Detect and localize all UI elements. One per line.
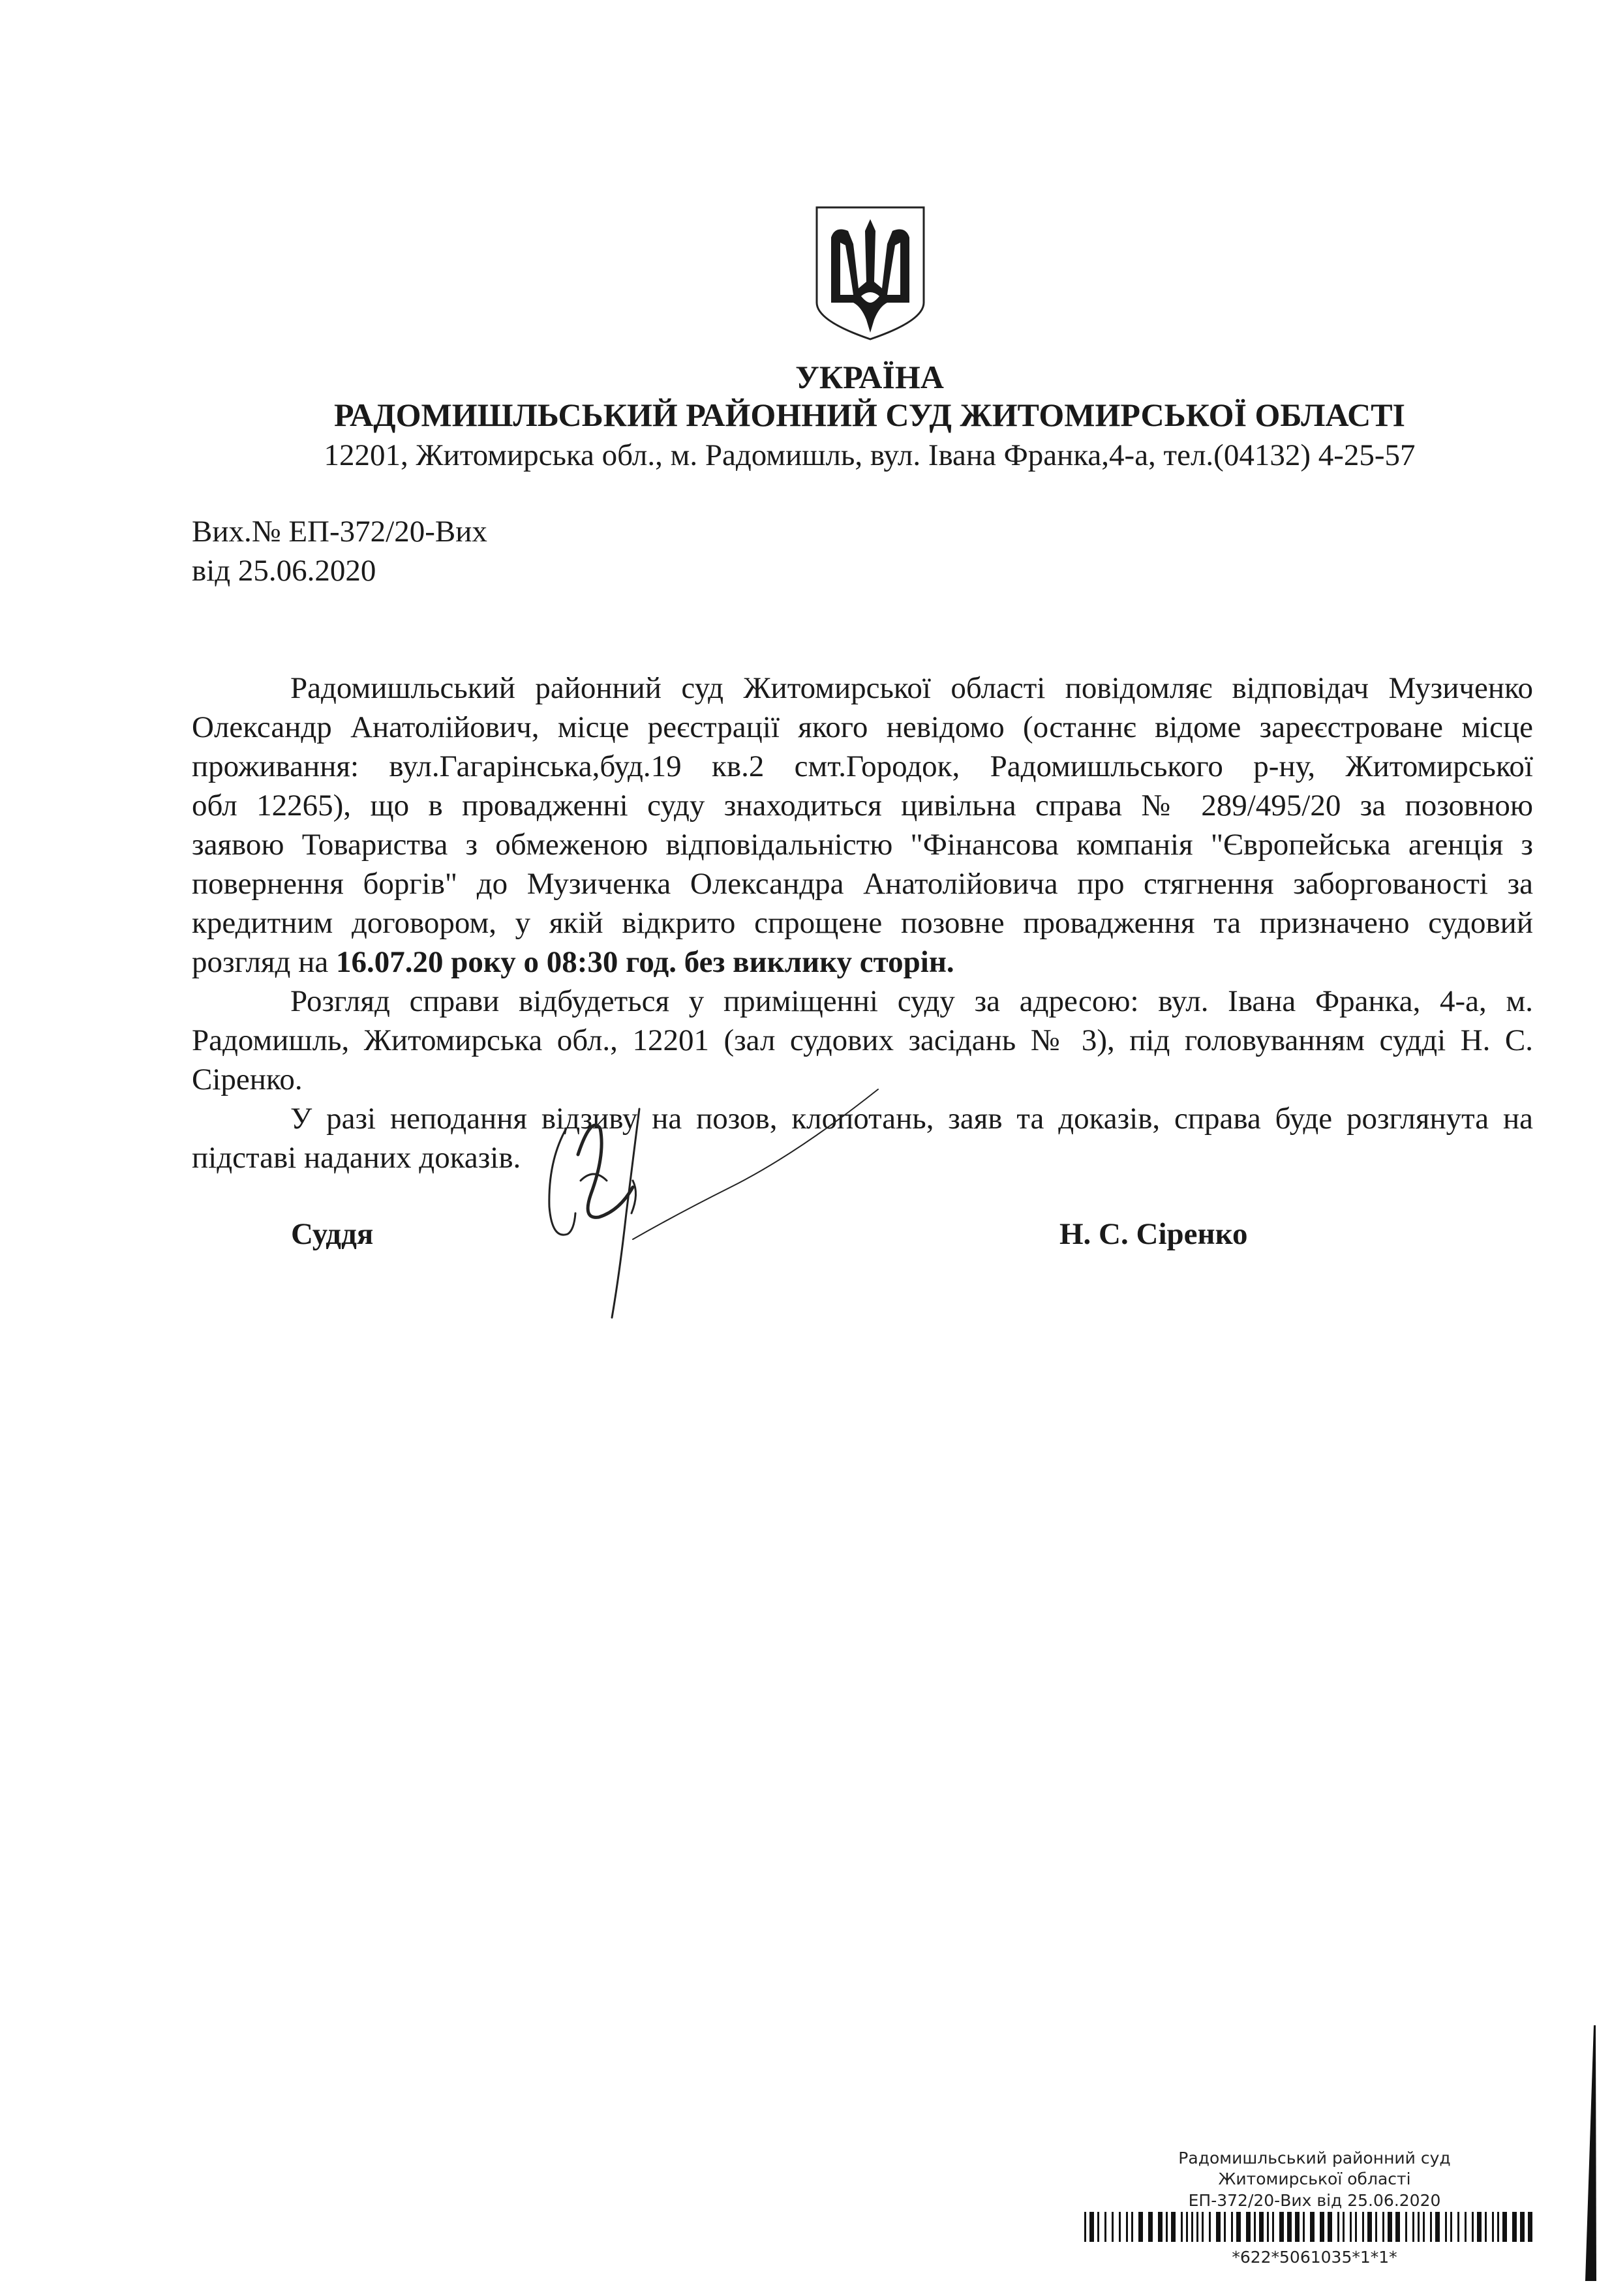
document-date: від 25.06.2020 — [192, 554, 376, 588]
barcode-bar — [1382, 2212, 1384, 2242]
barcode-bar — [1231, 2212, 1233, 2242]
barcode-bar — [1388, 2212, 1392, 2242]
signer-title: Суддя — [291, 1217, 374, 1251]
barcode-bar — [1457, 2212, 1459, 2242]
stamp-reference-line: ЕП-372/20-Вих від 25.06.2020 — [1188, 2191, 1441, 2210]
barcode-bar — [1497, 2212, 1499, 2242]
body-line: проживання: вул.Гагарінська,буд.19 кв.2 смт.Городок, Радомишльського р-ну, Житомирської — [192, 749, 1533, 783]
body-line: обл 12265), що в провадженні суду знаходиться цивільна справа № 289/495/20 за позовною — [192, 789, 1533, 823]
barcode-bar — [1435, 2212, 1440, 2242]
barcode-bar — [1485, 2212, 1487, 2242]
hearing-line — [192, 943, 1533, 982]
stamp-court-line: Радомишльський районний суд — [1178, 2149, 1451, 2168]
barcode-bar — [1450, 2212, 1452, 2242]
barcode-bar — [1295, 2212, 1300, 2242]
barcode-bar — [1418, 2212, 1420, 2242]
barcode-bar — [1375, 2212, 1377, 2242]
body-line: повернення боргів" до Музиченка Олександра Анатолійовича про стягнення заборгованості за — [192, 867, 1533, 901]
hearing-datetime: 16.07.20 року о 08:30 год. без виклику сторін. — [335, 945, 954, 979]
barcode-bar — [1405, 2212, 1407, 2242]
barcode-bar — [1303, 2212, 1305, 2242]
barcode-bar — [1196, 2212, 1198, 2242]
body-line: Сіренко. — [192, 1063, 303, 1096]
barcode-bar — [1236, 2212, 1241, 2242]
barcode-bar — [1337, 2212, 1339, 2242]
barcode-bar — [1272, 2212, 1274, 2242]
barcode-bar — [1477, 2212, 1482, 2242]
barcode-bar — [1430, 2212, 1432, 2242]
scan-edge-line — [1584, 2025, 1598, 2283]
barcode-bar — [1287, 2212, 1292, 2242]
barcode-bar — [1267, 2212, 1269, 2242]
barcode-bar — [1119, 2212, 1121, 2242]
signer-name: Н. С. Сіренко — [1059, 1217, 1248, 1251]
body-line: У разі неподання відзиву на позов, клопотань, заяв та доказів, справа буде розглянута на — [290, 1102, 1533, 1136]
barcode-bar — [1343, 2212, 1345, 2242]
barcode-bar — [1216, 2212, 1221, 2242]
court-name-heading: РАДОМИШЛЬСЬКИЙ РАЙОННИЙ СУД ЖИТОМИРСЬКОЇ ОБЛАСТІ — [333, 397, 1406, 433]
court-address: 12201, Житомирська обл., м. Радомишль, вул. Івана Франка,4-а, тел.(04132) 4-25-57 — [324, 438, 1416, 472]
body-line: Радомишльський районний суд Житомирської області повідомляє відповідач Музиченко — [290, 671, 1533, 705]
barcode-bar — [1395, 2212, 1400, 2242]
barcode-bar — [1259, 2212, 1264, 2242]
barcode-bar — [1423, 2212, 1425, 2242]
barcode-bar — [1181, 2212, 1183, 2242]
barcode-bar — [1246, 2212, 1251, 2242]
barcode-bar — [1279, 2212, 1284, 2242]
barcode-bar — [1350, 2212, 1352, 2242]
barcode-bar — [1084, 2212, 1086, 2242]
outgoing-number: Вих.№ ЕП-372/20-Вих — [192, 515, 487, 549]
barcode-bar — [1202, 2212, 1204, 2242]
body-line: підставі наданих доказів. — [192, 1141, 521, 1175]
barcode-bar — [1362, 2212, 1364, 2242]
barcode-bar — [1191, 2212, 1193, 2242]
stamp-region-line: Житомирської області — [1218, 2169, 1411, 2188]
barcode-bar — [1520, 2212, 1525, 2242]
barcode-bar — [1104, 2212, 1106, 2242]
barcode-bar — [1320, 2212, 1324, 2242]
barcode-bar — [1209, 2212, 1211, 2242]
hearing-prefix: розгляд на — [192, 945, 336, 979]
barcode-bar — [1224, 2212, 1226, 2242]
handwritten-signature — [535, 1083, 900, 1331]
barcode-bar — [1472, 2212, 1474, 2242]
barcode-bar — [1412, 2212, 1414, 2242]
barcode-bar — [1254, 2212, 1256, 2242]
barcode-bar — [1126, 2212, 1128, 2242]
coat-of-arms-icon — [814, 205, 926, 342]
body-line: кредитним договором, у якій відкрито спрощене позовне провадження та призначено судовий — [192, 906, 1533, 940]
barcode-bar — [1166, 2212, 1168, 2242]
barcode-bar — [1310, 2212, 1315, 2242]
barcode-bar — [1512, 2212, 1517, 2242]
barcode-bar — [1528, 2212, 1532, 2242]
barcode-bar — [1328, 2212, 1332, 2242]
barcode-bar — [1445, 2212, 1447, 2242]
barcode-bar — [1112, 2212, 1114, 2242]
barcode-bar — [1131, 2212, 1133, 2242]
body-line: заявою Товариства з обмеженою відповідальністю "Фінансова компанія "Європейська агенція з — [192, 828, 1533, 862]
barcode-bar — [1492, 2212, 1494, 2242]
body-line: Розгляд справи відбудеться у приміщенні суду за адресою: вул. Івана Франка, 4-а, м. — [290, 984, 1533, 1018]
barcode-bar — [1186, 2212, 1188, 2242]
barcode-bar — [1502, 2212, 1507, 2242]
barcode-bar — [1158, 2212, 1163, 2242]
barcode-number: *622*5061035*1*1* — [1232, 2248, 1397, 2267]
body-line: Олександр Анатолійович, місце реєстрації якого невідомо (останнє відоме зареєстроване місце — [192, 710, 1533, 744]
barcode-bar — [1097, 2212, 1099, 2242]
barcode-bar — [1138, 2212, 1143, 2242]
barcode-bar — [1148, 2212, 1153, 2242]
barcode-bar — [1089, 2212, 1094, 2242]
body-line: Радомишль, Житомирська обл., 12201 (зал судових засідань № 3), під головуванням судді Н. С. — [192, 1023, 1533, 1057]
barcode-bar — [1355, 2212, 1357, 2242]
barcode-bar — [1171, 2212, 1176, 2242]
barcode-bar — [1367, 2212, 1372, 2242]
barcode — [1084, 2212, 1538, 2242]
country-heading: УКРАЇНА — [795, 359, 944, 395]
barcode-bar — [1465, 2212, 1467, 2242]
